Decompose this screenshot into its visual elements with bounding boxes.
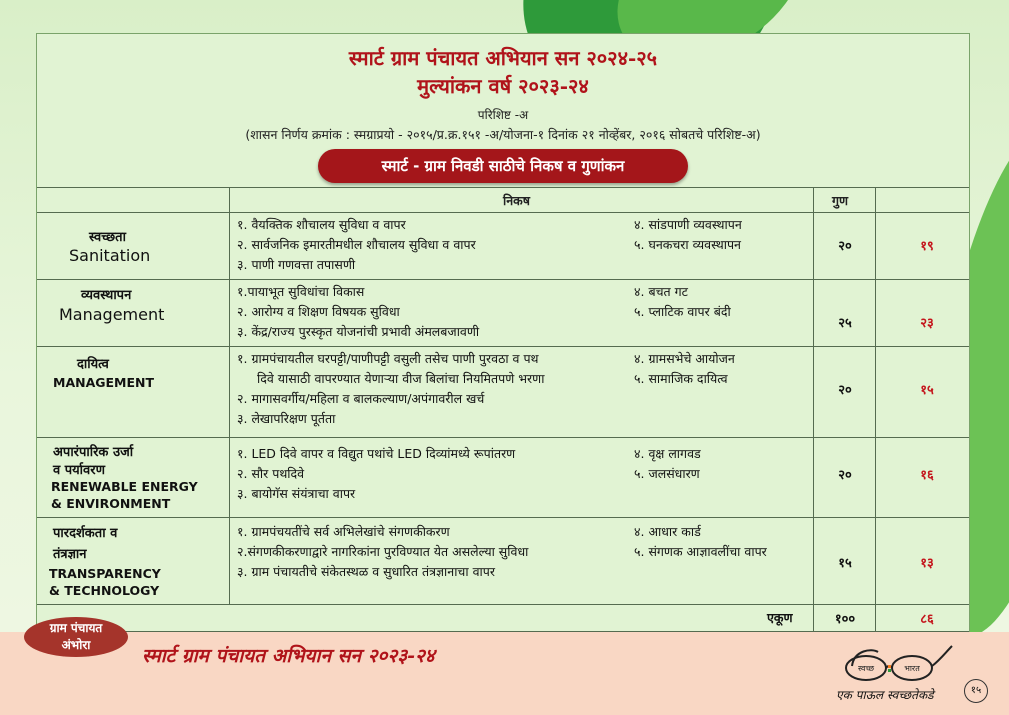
table-rule: [37, 212, 969, 213]
table-rule: [37, 604, 969, 605]
category-marathi: व पर्यावरण: [53, 463, 105, 478]
criterion-item: १.पायाभूत सुविधांचा विकास: [237, 284, 365, 299]
criterion-item: ५. संगणक आज्ञावलींचा वापर: [634, 544, 767, 559]
category-english: Management: [59, 305, 165, 324]
criterion-item: २. मागासवर्गीय/महिला व बालकल्याण/अपंगावरील खर्च: [237, 391, 485, 406]
category-english: & TECHNOLOGY: [49, 583, 160, 598]
criterion-item: ४. बचत गट: [634, 284, 688, 299]
category-marathi: अपारंपारिक उर्जा: [53, 445, 134, 460]
obtained-marks: १५: [920, 383, 934, 398]
criterion-item: ५. सामाजिक दायित्व: [634, 371, 728, 386]
table-rule: [875, 187, 876, 631]
criterion-item: ३. ग्राम पंचायतीचे संकेतस्थळ व सुधारित तंत्रज्ञानाचा वापर: [237, 564, 495, 579]
swachh-bharat-glasses-icon: [832, 640, 958, 690]
table-rule: [37, 279, 969, 280]
criterion-item: २. सौर पथदिवे: [237, 466, 305, 481]
criterion-item: १. ग्रामपंचयतींचे सर्व अभिलेखांचे संगणकीकरण: [237, 524, 450, 539]
criterion-item: ४. वृक्ष लागवड: [634, 446, 701, 461]
evaluation-year-title: मुल्यांकन वर्ष २०२३-२४: [417, 74, 589, 98]
footer-title: स्मार्ट ग्राम पंचायत अभियान सन २०२३-२४: [142, 645, 435, 667]
obtained-marks: २३: [920, 316, 934, 331]
max-marks: १५: [838, 556, 852, 571]
criterion-item: १. ग्रामपंचायतील घरपट्टी/पाणीपट्टी वसुली तसेच पाणी पुरवठा व पथ: [237, 351, 539, 366]
category-marathi: पारदर्शकता व: [53, 526, 118, 541]
category-english: MANAGEMENT: [53, 375, 155, 390]
criteria-panel: [36, 33, 970, 633]
page-number: १५: [964, 679, 988, 703]
criterion-item: ५. प्लाटिक वापर बंदी: [634, 304, 731, 319]
table-rule: [37, 346, 969, 347]
badge-village: अंभोरा: [61, 638, 91, 652]
max-marks: २०: [838, 239, 852, 254]
criterion-item: ५. घनकचरा व्यवस्थापन: [634, 237, 741, 252]
total-max-marks: १००: [834, 612, 856, 627]
criterion-item: ४. ग्रामसभेचे आयोजन: [634, 351, 735, 366]
criterion-item: २. सार्वजनिक इमारतीमधील शौचालय सुविधा व वापर: [237, 237, 476, 252]
category-english: & ENVIRONMENT: [51, 496, 171, 511]
table-rule: [229, 187, 230, 604]
obtained-marks: १३: [920, 556, 934, 571]
category-english: Sanitation: [69, 246, 151, 265]
appendix-label: परिशिष्ट -अ: [477, 108, 529, 122]
logo-left-text: स्वच्छ: [857, 664, 875, 673]
total-label: एकूण: [767, 610, 793, 625]
total-obtained-marks: ८६: [920, 612, 934, 627]
category-english: TRANSPARENCY: [49, 566, 161, 581]
max-marks: २०: [838, 383, 852, 398]
category-marathi: दायित्व: [77, 357, 109, 372]
criterion-item: ४. सांडपाणी व्यवस्थापन: [634, 217, 742, 232]
max-marks: २५: [838, 316, 852, 331]
government-resolution-reference: (शासन निर्णय क्रमांक : स्मग्राप्रयो - २०१५/प्र.क्र.१५१ -अ/योजना-१ दिनांक २१ नोव्हेंबर, २०१६ सोबतचे परिशिष्ट-अ): [245, 127, 761, 142]
marks-column-header: गुण: [832, 193, 849, 208]
criterion-item: ३. पाणी गणवत्ता तपासणी: [237, 257, 356, 272]
criteria-banner: स्मार्ट - ग्राम निवडी साठीचे निकष व गुणांकन: [318, 149, 688, 183]
obtained-marks: १९: [920, 239, 934, 254]
category-english: RENEWABLE ENERGY: [51, 479, 198, 494]
criterion-item: ५. जलसंधारण: [634, 466, 700, 481]
page-title: स्मार्ट ग्राम पंचायत अभियान सन २०२४-२५: [348, 46, 658, 70]
obtained-marks: १६: [920, 468, 934, 483]
criterion-item: दिवे यासाठी वापरण्यात येणाऱ्या वीज बिलांचा नियमितपणे भरणा: [257, 371, 545, 386]
table-rule: [813, 187, 814, 631]
criterion-item: २. आरोग्य व शिक्षण विषयक सुविधा: [237, 304, 400, 319]
table-rule: [37, 517, 969, 518]
table-rule: [37, 437, 969, 438]
category-marathi: स्वच्छता: [89, 230, 126, 245]
criterion-item: ३. बायोगॅस संयंत्राचा वापर: [237, 486, 356, 501]
criterion-item: ३. लेखापरिक्षण पूर्तता: [237, 411, 336, 426]
badge-line: ग्राम पंचायत: [49, 621, 103, 635]
category-marathi: तंत्रज्ञान: [53, 547, 87, 562]
table-rule: [37, 187, 969, 188]
criterion-item: १. LED दिवे वापर व विद्युत पथांचे LED दिव्यांमध्ये रूपांतरण: [237, 446, 516, 461]
criterion-item: २.संगणकीकरणाद्वारे नागरिकांना पुरविण्यात येत असलेल्या सुविधा: [237, 544, 529, 559]
category-marathi: व्यवस्थापन: [81, 288, 132, 303]
swachh-tagline: एक पाऊल स्वच्छतेकडे: [836, 688, 934, 702]
criterion-item: ४. आधार कार्ड: [634, 524, 701, 539]
logo-right-text: भारत: [904, 664, 920, 673]
criterion-item: ३. केंद्र/राज्य पुरस्कृत योजनांची प्रभावी अंमलबजावणी: [237, 324, 480, 339]
criterion-item: १. वैयक्तिक शौचालय सुविधा व वापर: [237, 217, 406, 232]
gram-panchayat-badge: [24, 617, 128, 657]
max-marks: २०: [838, 468, 852, 483]
criteria-column-header: निकष: [503, 193, 531, 208]
